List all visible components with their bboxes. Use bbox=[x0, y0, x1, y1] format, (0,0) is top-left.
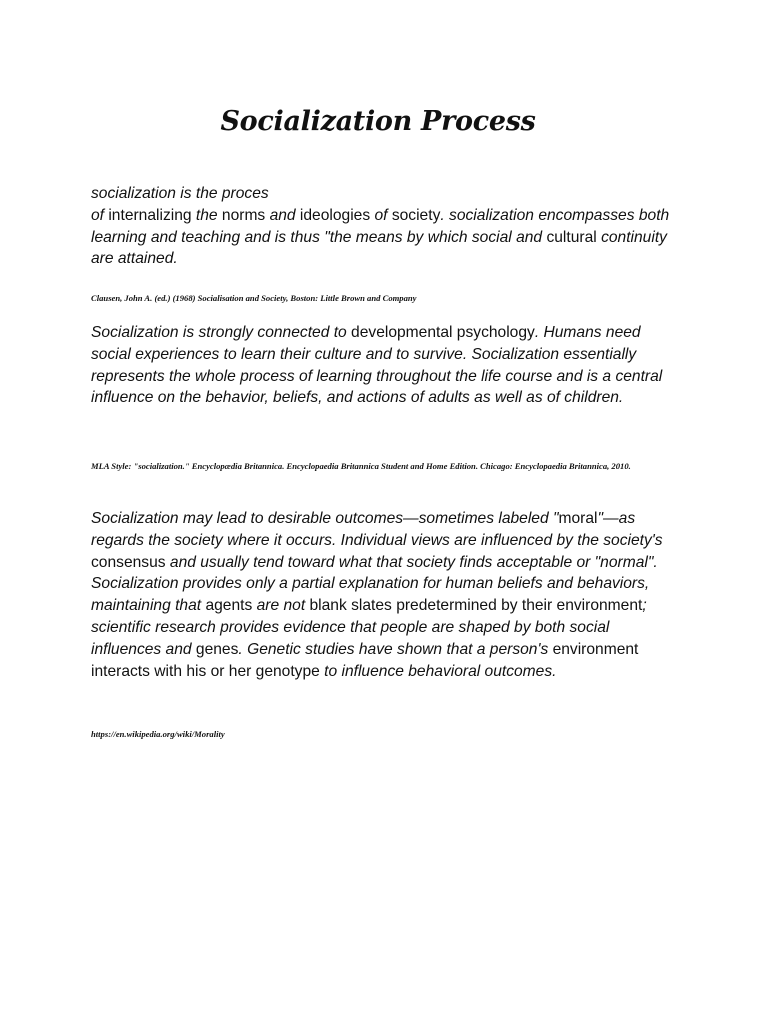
paragraph-outcomes bbox=[91, 508, 681, 682]
link-consensus[interactable]: consensus bbox=[91, 553, 166, 571]
text-run: Socialization is strongly connected to bbox=[91, 324, 352, 341]
text-run: . Genetic studies have shown that a person's bbox=[238, 640, 553, 658]
text-run: socialization is the proces bbox=[91, 185, 269, 202]
text-run: . Humans need social experiences to learn their culture and to survive. Socialization essentially represents the whole process of learning throughout the life course and is a central influence on the behavior, beliefs, and actions of adults as well as of children. bbox=[91, 324, 663, 407]
link-norms[interactable]: norms bbox=[221, 206, 266, 224]
citation-url: https://en.wikipedia.org/wiki/Morality bbox=[91, 729, 225, 739]
text-run: of bbox=[91, 206, 109, 224]
text-run: continuity are attained. bbox=[91, 228, 667, 268]
text-run: ; scientific research provides evidence that people are shaped by both social influences and bbox=[91, 597, 647, 658]
citation: Clausen, John A. (ed.) (1968) Socialisation and Society, Boston: Little Brown and Company bbox=[91, 293, 417, 303]
paragraph-psychology bbox=[91, 322, 681, 409]
paragraph-definition bbox=[91, 183, 681, 270]
text-run: . socialization encompasses both learning and teaching and is thus "the means by which social and bbox=[91, 206, 670, 246]
citation: MLA Style: "socialization." Encyclopædia Britannica. Encyclopaedia Britannica Student and Home Edition. Chicago: Encyclopaedia Britannica, 2010. bbox=[91, 461, 631, 471]
text-run: Socialization may lead to desirable outcomes—sometimes labeled " bbox=[91, 510, 559, 527]
text-run: and bbox=[265, 206, 300, 224]
link-predetermined[interactable]: predetermined by their environment bbox=[396, 597, 643, 615]
page-title: Socialization Process bbox=[220, 106, 536, 137]
link-gene-environment[interactable]: environment interacts with his or her genotype bbox=[91, 640, 639, 680]
link-blank-slates[interactable]: blank slates bbox=[309, 597, 392, 615]
link-moral[interactable]: moral bbox=[558, 510, 598, 527]
text-run: to influence behavioral outcomes. bbox=[319, 662, 557, 680]
text-run: are not bbox=[252, 597, 310, 615]
text-run: the bbox=[191, 206, 222, 224]
text-run: of bbox=[370, 206, 392, 224]
link-genes[interactable]: genes bbox=[195, 640, 239, 658]
link-internalizing[interactable]: internalizing bbox=[108, 206, 192, 224]
link-agents[interactable]: agents bbox=[205, 597, 253, 615]
link-developmental-psychology[interactable]: developmental psychology bbox=[351, 324, 535, 341]
link-society[interactable]: society bbox=[391, 206, 441, 224]
text-run: "—as regards the society where it occurs. Individual views are influenced by the society's bbox=[91, 510, 663, 549]
link-cultural[interactable]: cultural bbox=[546, 228, 597, 246]
text-run: and usually tend toward what that society finds acceptable or "normal". Socialization provides only a partial explanation for human beliefs and behaviors, maintaining that bbox=[91, 553, 658, 615]
link-ideologies[interactable]: ideologies bbox=[299, 206, 371, 224]
